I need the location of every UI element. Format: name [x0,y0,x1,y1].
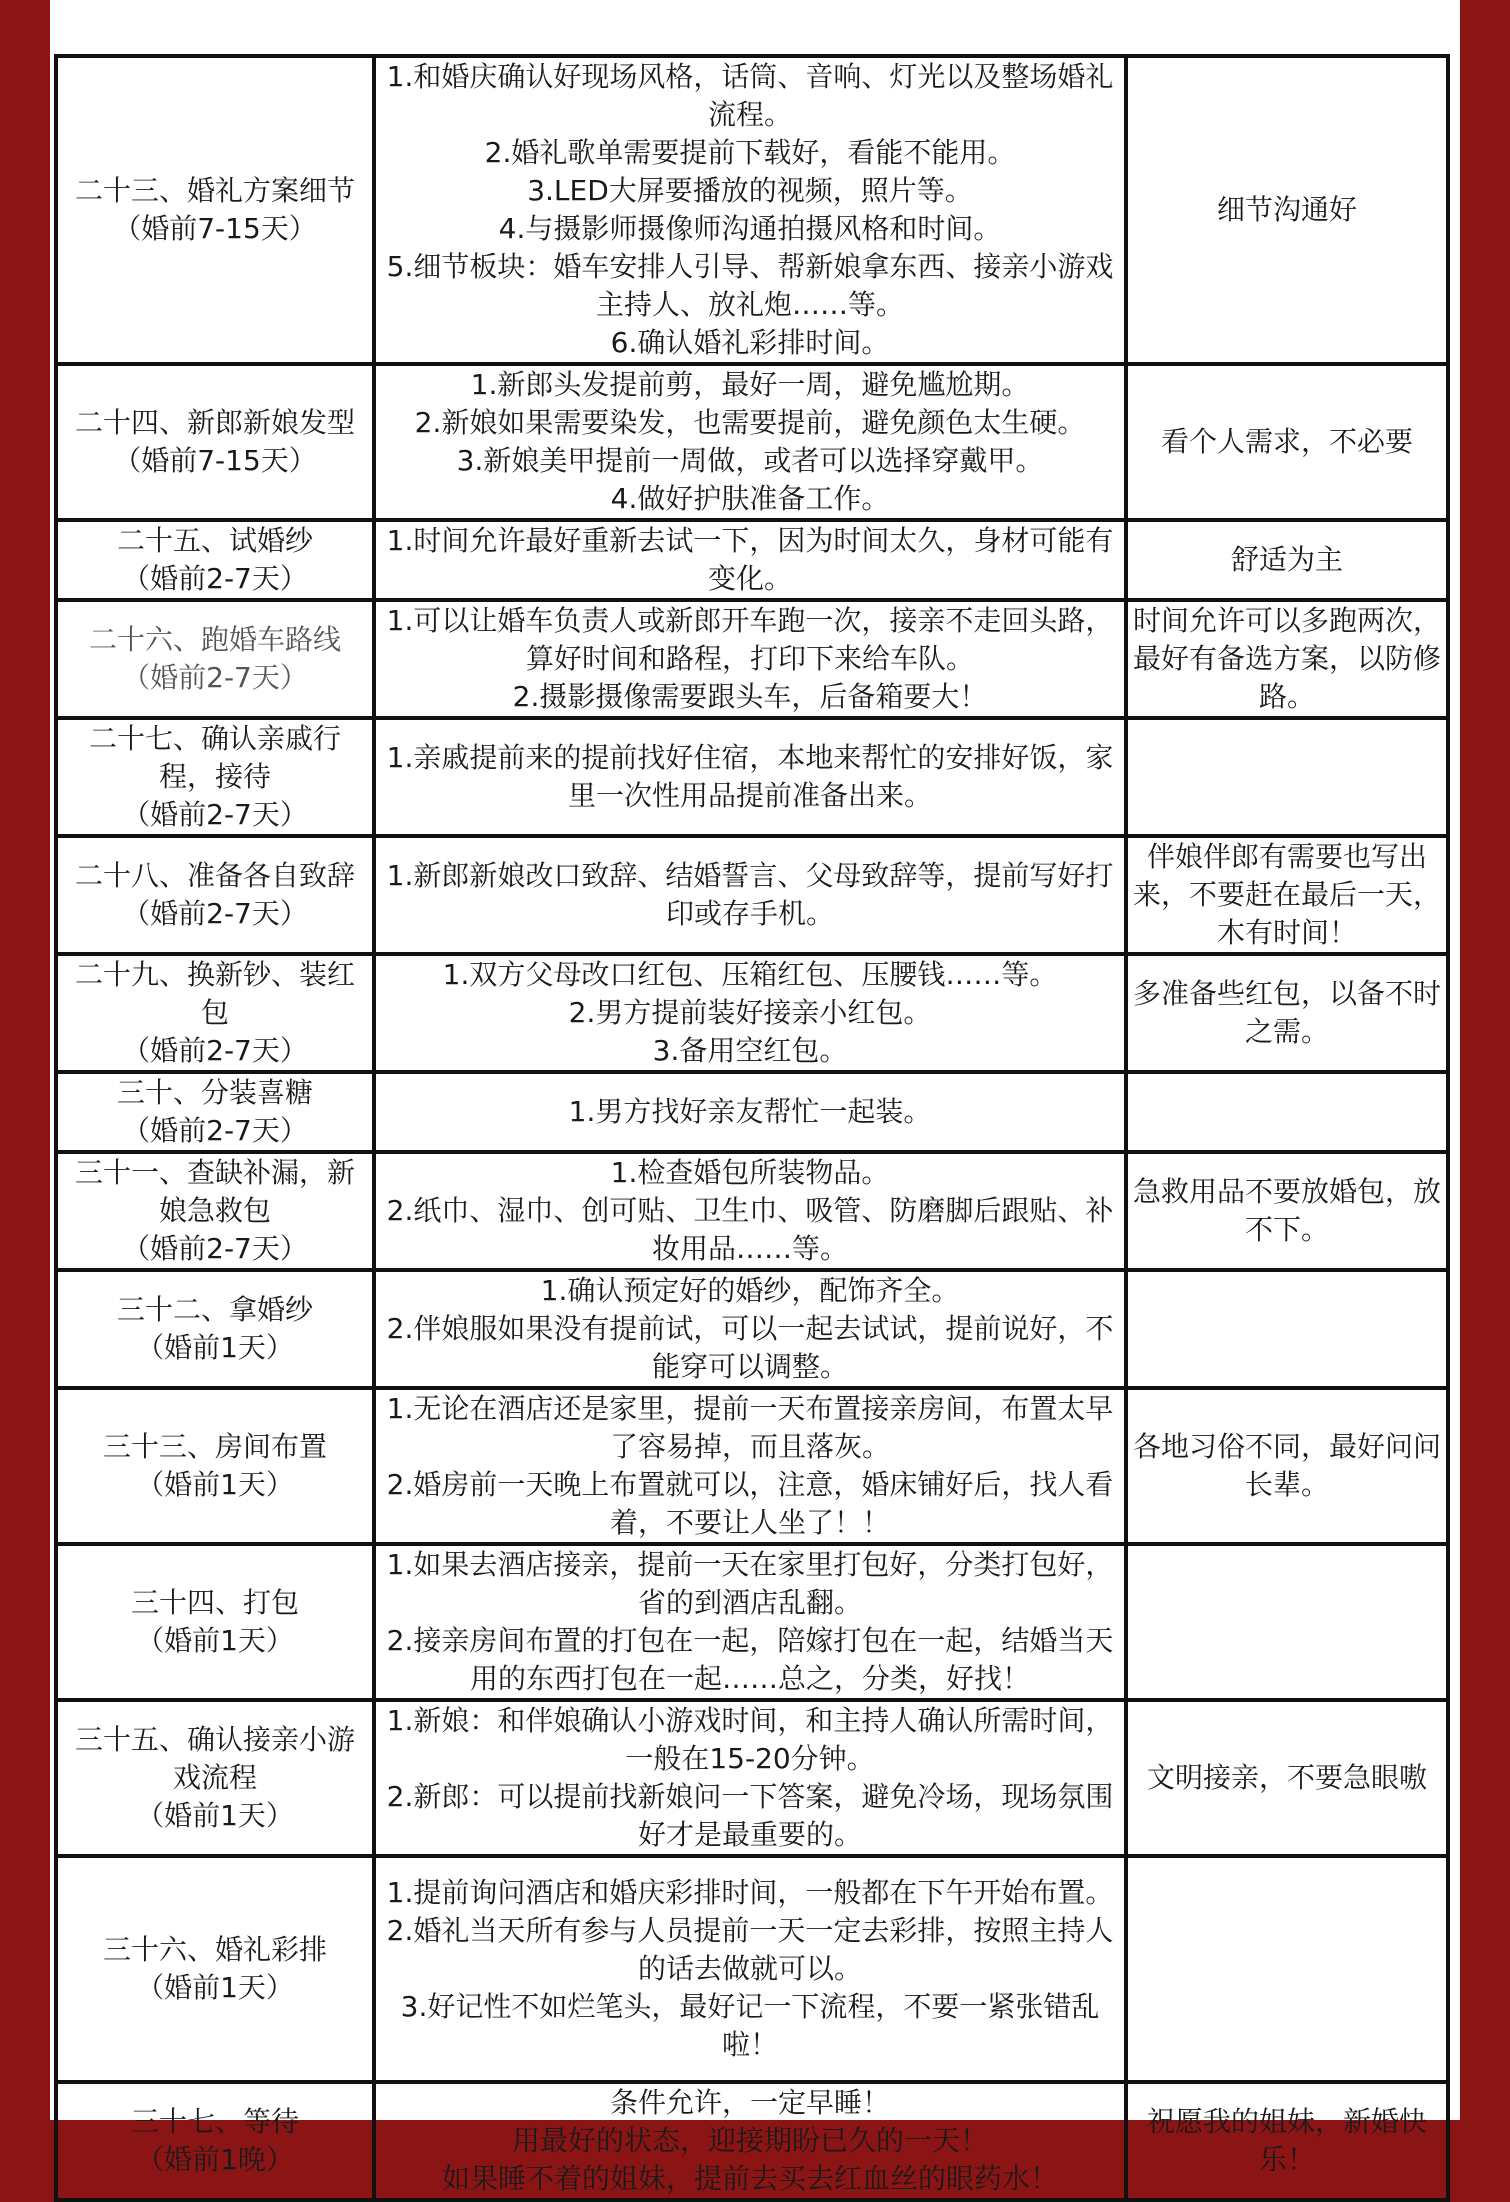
note-cell [1126,1544,1448,1700]
table-row [56,1072,1448,1152]
details-cell: 1.检查婚包所装物品。 2.纸巾、湿巾、创可贴、卫生巾、吸管、防磨脚后跟贴、补妆用品……等。 [374,1152,1126,1270]
details-cell: 1.男方找好亲友帮忙一起装。 [374,1072,1126,1152]
table-row [56,1700,1448,1856]
step-cell: 三十六、婚礼彩排 （婚前1天） [56,1856,374,2082]
step-cell: 二十三、婚礼方案细节 （婚前7-15天） [56,56,374,364]
step-cell: 二十五、试婚纱 （婚前2-7天） [56,520,374,600]
details-cell: 条件允许，一定早睡！ 用最好的状态，迎接期盼已久的一天！ 如果睡不着的姐妹，提前去买去红血丝的眼药水！ [374,2082,1126,2200]
table-row [56,1270,1448,1388]
note-cell: 多准备些红包，以备不时之需。 [1126,954,1448,1072]
step-cell: 三十、分装喜糖 （婚前2-7天） [56,1072,374,1152]
step-cell: 二十四、新郎新娘发型 （婚前7-15天） [56,364,374,520]
note-cell: 时间允许可以多跑两次，最好有备选方案，以防修路。 [1126,600,1448,718]
details-cell: 1.亲戚提前来的提前找好住宿，本地来帮忙的安排好饭，家里一次性用品提前准备出来。 [374,718,1126,836]
paper-sheet [50,0,1460,2195]
table-row [56,718,1448,836]
table-row [56,1388,1448,1544]
step-cell: 三十二、拿婚纱 （婚前1天） [56,1270,374,1388]
details-cell: 1.和婚庆确认好现场风格，话筒、音响、灯光以及整场婚礼流程。 2.婚礼歌单需要提前下载好，看能不能用。 3.LED大屏要播放的视频，照片等。 4.与摄影师摄像师沟通拍摄风格和时间。 5.细节板块：婚车安排人引导、帮新娘拿东西、接亲小游戏主持人、放礼炮……等。 6.确认婚礼彩排时间。 [374,56,1126,364]
table-row [56,2082,1448,2200]
note-cell: 伴娘伴郎有需要也写出来，不要赶在最后一天，木有时间！ [1126,836,1448,954]
note-cell: 祝愿我的姐妹，新婚快乐！ [1126,2082,1448,2200]
note-cell [1126,1072,1448,1152]
step-cell: 二十九、换新钞、装红包 （婚前2-7天） [56,954,374,1072]
details-cell: 1.新娘：和伴娘确认小游戏时间，和主持人确认所需时间，一般在15-20分钟。 2.新郎：可以提前找新娘问一下答案，避免冷场，现场氛围好才是最重要的。 [374,1700,1126,1856]
details-cell: 1.新郎头发提前剪，最好一周，避免尴尬期。 2.新娘如果需要染发，也需要提前，避免颜色太生硬。 3.新娘美甲提前一周做，或者可以选择穿戴甲。 4.做好护肤准备工作。 [374,364,1126,520]
table-row [56,600,1448,718]
note-cell [1126,1270,1448,1388]
step-cell: 三十一、查缺补漏，新娘急救包 （婚前2-7天） [56,1152,374,1270]
table-row [56,836,1448,954]
note-cell: 看个人需求，不必要 [1126,364,1448,520]
table-row [56,1544,1448,1700]
step-cell: 三十五、确认接亲小游戏流程 （婚前1天） [56,1700,374,1856]
table-row [56,364,1448,520]
note-cell [1126,1856,1448,2082]
details-cell: 1.可以让婚车负责人或新郎开车跑一次，接亲不走回头路，算好时间和路程，打印下来给车队。 2.摄影摄像需要跟头车，后备箱要大！ [374,600,1126,718]
step-cell: 二十七、确认亲戚行程，接待 （婚前2-7天） [56,718,374,836]
table-row [56,954,1448,1072]
note-cell: 文明接亲，不要急眼嗷 [1126,1700,1448,1856]
details-cell: 1.新郎新娘改口致辞、结婚誓言、父母致辞等，提前写好打印或存手机。 [374,836,1126,954]
details-cell: 1.双方父母改口红包、压箱红包、压腰钱……等。 2.男方提前装好接亲小红包。 3.备用空红包。 [374,954,1126,1072]
table-row [56,1856,1448,2082]
table-row [56,56,1448,364]
details-cell: 1.时间允许最好重新去试一下，因为时间太久，身材可能有变化。 [374,520,1126,600]
step-cell: 三十七、等待 （婚前1晚） [56,2082,374,2200]
details-cell: 1.提前询问酒店和婚庆彩排时间，一般都在下午开始布置。 2.婚礼当天所有参与人员提前一天一定去彩排，按照主持人的话去做就可以。 3.好记性不如烂笔头，最好记一下流程，不要一紧张错乱啦！ [374,1856,1126,2082]
table-row [56,1152,1448,1270]
note-cell: 急救用品不要放婚包，放不下。 [1126,1152,1448,1270]
details-cell: 1.如果去酒店接亲，提前一天在家里打包好，分类打包好，省的到酒店乱翻。 2.接亲房间布置的打包在一起，陪嫁打包在一起，结婚当天用的东西打包在一起……总之，分类，好找！ [374,1544,1126,1700]
step-cell: 二十八、准备各自致辞 （婚前2-7天） [56,836,374,954]
wedding-plan-table [54,54,1450,2202]
details-cell: 1.无论在酒店还是家里，提前一天布置接亲房间，布置太早了容易掉，而且落灰。 2.婚房前一天晚上布置就可以，注意，婚床铺好后，找人看着，不要让人坐了！！ [374,1388,1126,1544]
note-cell [1126,718,1448,836]
step-cell: 二十六、跑婚车路线 （婚前2-7天） [56,600,374,718]
note-cell: 各地习俗不同，最好问问长辈。 [1126,1388,1448,1544]
note-cell: 舒适为主 [1126,520,1448,600]
details-cell: 1.确认预定好的婚纱，配饰齐全。 2.伴娘服如果没有提前试，可以一起去试试，提前说好，不能穿可以调整。 [374,1270,1126,1388]
step-cell: 三十四、打包 （婚前1天） [56,1544,374,1700]
table-row [56,520,1448,600]
note-cell: 细节沟通好 [1126,56,1448,364]
step-cell: 三十三、房间布置 （婚前1天） [56,1388,374,1544]
